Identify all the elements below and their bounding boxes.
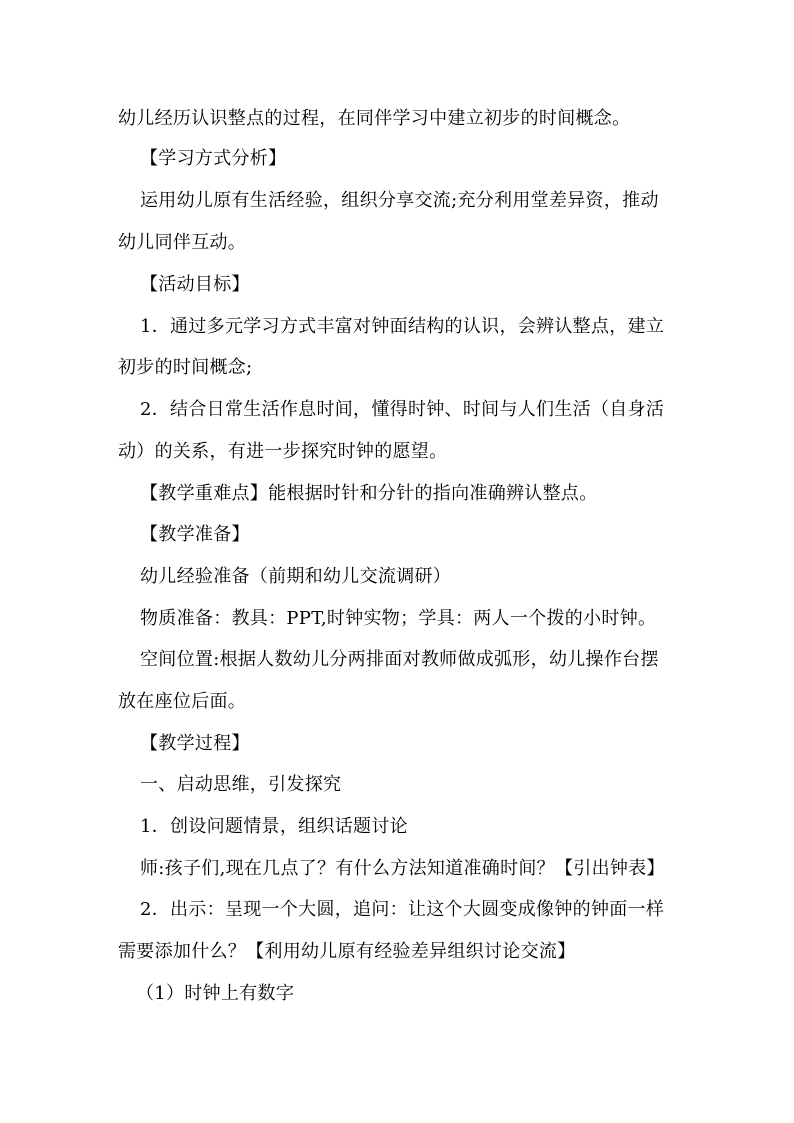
paragraph-line: 放在座位后面。 <box>118 691 247 712</box>
paragraph-line: 动）的关系，有进一步探究时钟的愿望。 <box>118 441 448 462</box>
section-heading: 【教学过程】 <box>140 733 250 754</box>
paragraph-line: 空间位置:根据人数幼儿分两排面对教师做成弧形，幼儿操作台摆 <box>140 649 659 670</box>
paragraph-line: 物质准备：教具：PPT,时钟实物；学具：两人一个拨的小时钟。 <box>140 608 657 629</box>
paragraph-line: 需要添加什么？【利用幼儿原有经验差异组织讨论交流】 <box>118 941 576 962</box>
paragraph-line: 运用幼儿原有生活经验，组织分享交流;充分利用堂差异资，推动 <box>140 190 659 211</box>
paragraph-line: 幼儿经历认识整点的过程，在同伴学习中建立初步的时间概念。 <box>118 108 631 129</box>
paragraph-line: 1．创设问题情景，组织话题讨论 <box>140 816 408 837</box>
paragraph-line: 【教学重难点】能根据时针和分针的指向准确辨认整点。 <box>140 483 598 504</box>
paragraph-line: 一、启动思维，引发探究 <box>140 774 342 795</box>
section-heading: 【教学准备】 <box>140 524 250 545</box>
paragraph-line: 1．通过多元学习方式丰富对钟面结构的认识，会辨认整点，建立 <box>140 316 665 337</box>
paragraph-line: 初步的时间概念; <box>118 357 253 378</box>
paragraph-line: 幼儿经验准备（前期和幼儿交流调研） <box>140 566 452 587</box>
paragraph-line: 2．出示：呈现一个大圆，追问：让这个大圆变成像钟的钟面一样 <box>140 899 665 920</box>
section-heading: 【学习方式分析】 <box>140 148 287 169</box>
paragraph-line: （1）时钟上有数字 <box>136 983 295 1004</box>
paragraph-line: 2．结合日常生活作息时间，懂得时钟、时间与人们生活（自身活 <box>140 399 665 420</box>
section-heading: 【活动目标】 <box>140 274 250 295</box>
paragraph-line: 师:孩子们,现在几点了？有什么方法知道准确时间？【引出钟表】 <box>140 858 665 879</box>
paragraph-line: 幼儿同伴互动。 <box>118 232 247 253</box>
